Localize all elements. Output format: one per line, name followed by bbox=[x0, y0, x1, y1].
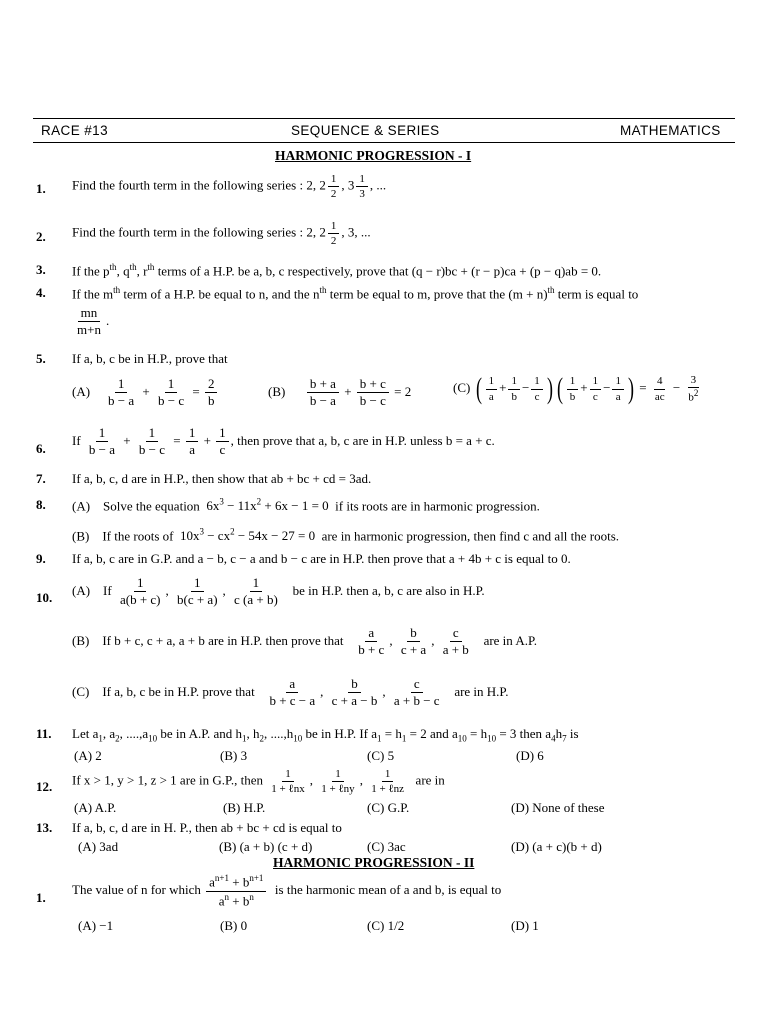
q5a-frac3: $\frac{2}{b}$ bbox=[205, 377, 218, 409]
p2-q1-option-a: (A) −1 bbox=[78, 918, 114, 933]
p2-q1-option-d: (D) 1 bbox=[511, 918, 539, 933]
q1-stem: Find the fourth term in the following series : 2, 2 bbox=[72, 177, 326, 193]
q6-frac4: $\frac{1}{c}$ bbox=[216, 426, 229, 458]
q4-text: If the $m^{th}$ term of a H.P. be equal to n, and the $n^{th}$ term be equal to m, prove that the $(m + n)^{th}$ term is equal to bbox=[72, 285, 639, 302]
right-paren: ) bbox=[546, 372, 553, 405]
q4-frac-num: mn bbox=[78, 306, 101, 322]
q2-frac-den: 2 bbox=[330, 235, 337, 248]
q6-post: , then prove that a, b, c are in H.P. unless b = a + c. bbox=[230, 432, 495, 448]
q10-c-pre: If a, b, c be in H.P. prove that bbox=[102, 683, 255, 699]
q12-frac2: $\frac{1}{\text{1 + ℓny}}$ bbox=[321, 768, 355, 796]
q1-frac1-num: 1 bbox=[328, 173, 340, 187]
q6-frac1: $\frac{1}{b - a}$ bbox=[88, 425, 116, 458]
q1-fraction-2 bbox=[356, 173, 368, 200]
q10c-frac2: $\frac{b}{c + a - b}$ bbox=[331, 676, 378, 709]
section-title-hp1: HARMONIC PROGRESSION - I bbox=[275, 148, 472, 163]
q10a-frac2: $\frac{1}{b(c + a)}$ bbox=[177, 575, 218, 608]
q10c-frac3: $\frac{c}{a + b - c}$ bbox=[393, 676, 440, 709]
q13-number: 13. bbox=[36, 820, 53, 835]
q6-frac3: $\frac{1}{a}$ bbox=[186, 426, 199, 458]
q13-option-b: (B) (a + b) (c + d) bbox=[219, 839, 313, 854]
q3-number: 3. bbox=[36, 262, 46, 277]
q5c-f2: $\frac{1}{b}$ bbox=[508, 375, 520, 402]
q11-option-d: (D) 6 bbox=[516, 748, 544, 763]
left-paren: ( bbox=[475, 372, 482, 405]
q8-b-label: (B) bbox=[72, 528, 90, 544]
q13-text: If a, b, c, d are in H. P., then ab + bc + cd is equal to bbox=[72, 820, 342, 835]
q8-option-a bbox=[72, 497, 540, 514]
p2-q1-frac: $\frac{a^{n+1} + b^{n+1}}{a^n + b^n}$ bbox=[206, 874, 266, 908]
q11-number: 11. bbox=[36, 726, 52, 741]
q5c-f4: $\frac{1}{b}$ bbox=[567, 375, 579, 402]
q8-a-post: if its roots are in harmonic progression. bbox=[335, 498, 540, 514]
q5c-f1: $\frac{1}{a}$ bbox=[486, 375, 498, 402]
q12-frac3: $\frac{1}{\text{1 + ℓnz}}$ bbox=[371, 768, 405, 796]
q2-stem: Find the fourth term in the following series : 2, 2 bbox=[72, 224, 326, 240]
q10c-frac1: $\frac{a}{b + c - a}$ bbox=[269, 676, 316, 709]
q10-number: 10. bbox=[36, 590, 53, 605]
q11-option-b: (B) 3 bbox=[220, 748, 248, 763]
q8-a-pre: Solve the equation bbox=[103, 498, 200, 514]
q5b-frac1: $\frac{b + a}{b - a}$ bbox=[307, 377, 339, 409]
q11-option-a: (A) 2 bbox=[74, 748, 102, 763]
q5b-frac2: $\frac{b + c}{b - c}$ bbox=[357, 377, 389, 409]
q3-text: If the $p^{th}$, $q^{th}$, $r^{th}$ terms of a H.P. be a, b, c respectively, prove that (q − r)bc + (r − p)ca + (p − q)ab = 0. bbox=[72, 262, 602, 279]
q1-text bbox=[72, 173, 386, 200]
q4-tail: . bbox=[105, 312, 110, 328]
q13-option-c: (C) 3ac bbox=[367, 839, 406, 854]
q6-pre: If bbox=[72, 432, 81, 448]
q10a-frac3: $\frac{1}{c (a + b)}$ bbox=[234, 575, 278, 608]
q10-b-pre: If b + c, c + a, a + b are in H.P. then prove that bbox=[102, 632, 344, 648]
q12-option-c: (C) G.P. bbox=[367, 800, 410, 815]
q2-fraction bbox=[328, 220, 340, 247]
q10-a-label: (A) bbox=[72, 582, 91, 598]
q5-number: 5. bbox=[36, 351, 46, 366]
q5c-f6: $\frac{1}{a}$ bbox=[612, 375, 624, 402]
q12-text: If x > 1, y > 1, z > 1 are in G.P., then $\frac{1}{\text{1 + ℓnx}}$ , $\frac{1}{\text{1 + ℓny}}$ , $\frac{1}{\text{1 + ℓnz}}$ are in bbox=[72, 768, 445, 796]
q11-text: Let $a_1$, $a_2$, $....,a_{10}$ be in A.P. and $h_1$, $h_2$, $....,h_{10}$ be in H.P. If $a_1 = h_1 = 2$ and $a_{10} = h_{10} = 3$ then $a_4h_7$ is bbox=[72, 726, 579, 744]
q6-text: If $\frac{1}{b - a}$ + $\frac{1}{b - c}$ = $\frac{1}{a}$ + $\frac{1}{c}$ , then prove that a, b, c are in H.P. unless b = a + c. bbox=[72, 425, 495, 458]
q1-mid: , 3 bbox=[341, 177, 355, 193]
q5-option-b: (B) $\frac{b + a}{b - a}$ + $\frac{b + c}{b - c}$ = 2 bbox=[268, 376, 412, 409]
right-paren: ) bbox=[627, 372, 634, 405]
q5c-f7: $\frac{4}{ac}$ bbox=[654, 375, 665, 403]
q5c-f5: $\frac{1}{c}$ bbox=[590, 375, 602, 402]
subject-label: MATHEMATICS bbox=[620, 123, 721, 138]
p2-q1-option-c: (C) 1/2 bbox=[367, 918, 405, 933]
q4-frac-den: m+n bbox=[77, 322, 101, 338]
q10-b-label: (B) bbox=[72, 632, 90, 648]
q5-b-label: (B) bbox=[268, 383, 286, 399]
race-label: RACE #13 bbox=[41, 123, 108, 138]
q10b-frac2: $\frac{b}{c + a}$ bbox=[400, 625, 427, 658]
q1-frac1-den: 2 bbox=[330, 188, 337, 201]
q12-option-d: (D) None of these bbox=[511, 800, 605, 815]
topic-title: SEQUENCE & SERIES bbox=[291, 123, 440, 138]
q13-option-a: (A) 3ad bbox=[78, 839, 119, 854]
q12-option-a: (A) A.P. bbox=[74, 800, 117, 815]
p2-q1-pre: The value of n for which bbox=[72, 882, 201, 898]
q10b-frac3: $\frac{c}{a + b}$ bbox=[442, 625, 469, 658]
q5-c-label: (C) bbox=[453, 379, 471, 395]
q5-a-label: (A) bbox=[72, 383, 91, 399]
q2-text bbox=[72, 220, 371, 247]
q4-frac bbox=[74, 306, 104, 338]
q2-frac-num: 1 bbox=[328, 220, 340, 234]
q1-tail: , ... bbox=[369, 177, 387, 193]
q10-c-label: (C) bbox=[72, 683, 90, 699]
q9-text: If a, b, c are in G.P. and a − b, c − a and b − c are in H.P. then prove that a + 4b + c is equal to 0. bbox=[72, 551, 571, 566]
top-rule bbox=[33, 118, 735, 119]
q12-pre: If x > 1, y > 1, z > 1 are in G.P., then bbox=[72, 772, 263, 788]
q5c-f8: $\frac{3}{b^2}$ bbox=[688, 374, 699, 404]
left-paren: ( bbox=[556, 372, 563, 405]
q8-b-equation: $10x^3 - cx^2 - 54x - 27 = 0$ bbox=[179, 527, 316, 544]
p2-q1-post: is the harmonic mean of a and b, is equal to bbox=[274, 882, 502, 898]
q4-number: 4. bbox=[36, 285, 46, 300]
q5a-frac2: $\frac{1}{b - c}$ bbox=[158, 376, 185, 409]
q12-post: are in bbox=[415, 772, 445, 788]
q8-a-equation: $6x^3 - 11x^2 + 6x - 1 = 0$ bbox=[206, 497, 329, 514]
q8-number: 8. bbox=[36, 497, 46, 512]
q11-option-c: (C) 5 bbox=[367, 748, 395, 763]
q12-frac1: $\frac{1}{\text{1 + ℓnx}}$ bbox=[271, 768, 305, 796]
q1-frac2-den: 3 bbox=[359, 188, 365, 201]
q6-frac2: $\frac{1}{b - c}$ bbox=[138, 425, 165, 458]
q1-frac2-num: 1 bbox=[356, 173, 368, 187]
q8-b-post: are in harmonic progression, then find c and all the roots. bbox=[321, 528, 620, 544]
q10-option-a: (A) If $\frac{1}{a(b + c)}$ , $\frac{1}{b(c + a)}$ , $\frac{1}{c (a + b)}$ be in H.P. then a, b, c are also in H.P. bbox=[72, 575, 485, 608]
q13-option-d: (D) (a + c)(b + d) bbox=[511, 839, 602, 854]
q1-fraction-1 bbox=[328, 173, 340, 200]
q4-fraction bbox=[72, 306, 109, 338]
p2-q1-text bbox=[72, 874, 501, 908]
q10-option-b: (B) If b + c, c + a, a + b are in H.P. then prove that $\frac{a}{b + c}$ , $\frac{b}{c + a}$ , $\frac{c}{a + b}$ are in A.P. bbox=[72, 625, 538, 658]
q5a-frac1: $\frac{1}{b - a}$ bbox=[108, 376, 135, 409]
header-rule bbox=[33, 142, 735, 143]
section-title-hp2: HARMONIC PROGRESSION - II bbox=[273, 855, 475, 870]
q5-text: If a, b, c be in H.P., prove that bbox=[72, 351, 228, 366]
q5-option-a: (A) $\frac{1}{b - a}$ + $\frac{1}{b - c}$ = $\frac{2}{b}$ bbox=[72, 377, 219, 409]
q2-tail: , 3, ... bbox=[341, 224, 371, 240]
q12-number: 12. bbox=[36, 779, 53, 794]
q7-number: 7. bbox=[36, 471, 46, 486]
q5-option-c: (C) ( $\frac{1}{a}$ + $\frac{1}{b}$ − $\frac{1}{c}$ ) ( $\frac{1}{b}$ + $\frac{1}{c}$ − $\frac{1}{a}$ ) = $\frac{4}{ac}$ − $\frac{3}{b^2}$ bbox=[453, 374, 703, 404]
q10-a-pre: If bbox=[103, 582, 112, 598]
q8-b-pre: If the roots of bbox=[102, 528, 174, 544]
q7-text: If a, b, c, d are in H.P., then show that ab + bc + cd = 3ad. bbox=[72, 471, 372, 486]
q10-c-post: are in H.P. bbox=[454, 683, 509, 699]
p2-q1-option-b: (B) 0 bbox=[220, 918, 248, 933]
q1-number: 1. bbox=[36, 181, 46, 196]
q10-option-c: (C) If a, b, c be in H.P. prove that $\frac{a}{b + c - a}$ , $\frac{b}{c + a - b}$ , $\frac{c}{a + b - c}$ are in H.P. bbox=[72, 676, 509, 709]
q10-b-post: are in A.P. bbox=[483, 632, 538, 648]
p2-q1-number: 1. bbox=[36, 890, 46, 905]
q9-number: 9. bbox=[36, 551, 46, 566]
q12-option-b: (B) H.P. bbox=[223, 800, 266, 815]
q10b-frac1: $\frac{a}{b + c}$ bbox=[358, 625, 385, 658]
q8-option-b bbox=[72, 527, 619, 544]
q8-a-label: (A) bbox=[72, 498, 91, 514]
q2-number: 2. bbox=[36, 229, 46, 244]
q10a-frac1: $\frac{1}{a(b + c)}$ bbox=[119, 575, 161, 608]
q6-number: 6. bbox=[36, 441, 46, 456]
q5c-f3: $\frac{1}{c}$ bbox=[531, 375, 543, 402]
q10-a-post: be in H.P. then a, b, c are also in H.P. bbox=[292, 582, 485, 598]
